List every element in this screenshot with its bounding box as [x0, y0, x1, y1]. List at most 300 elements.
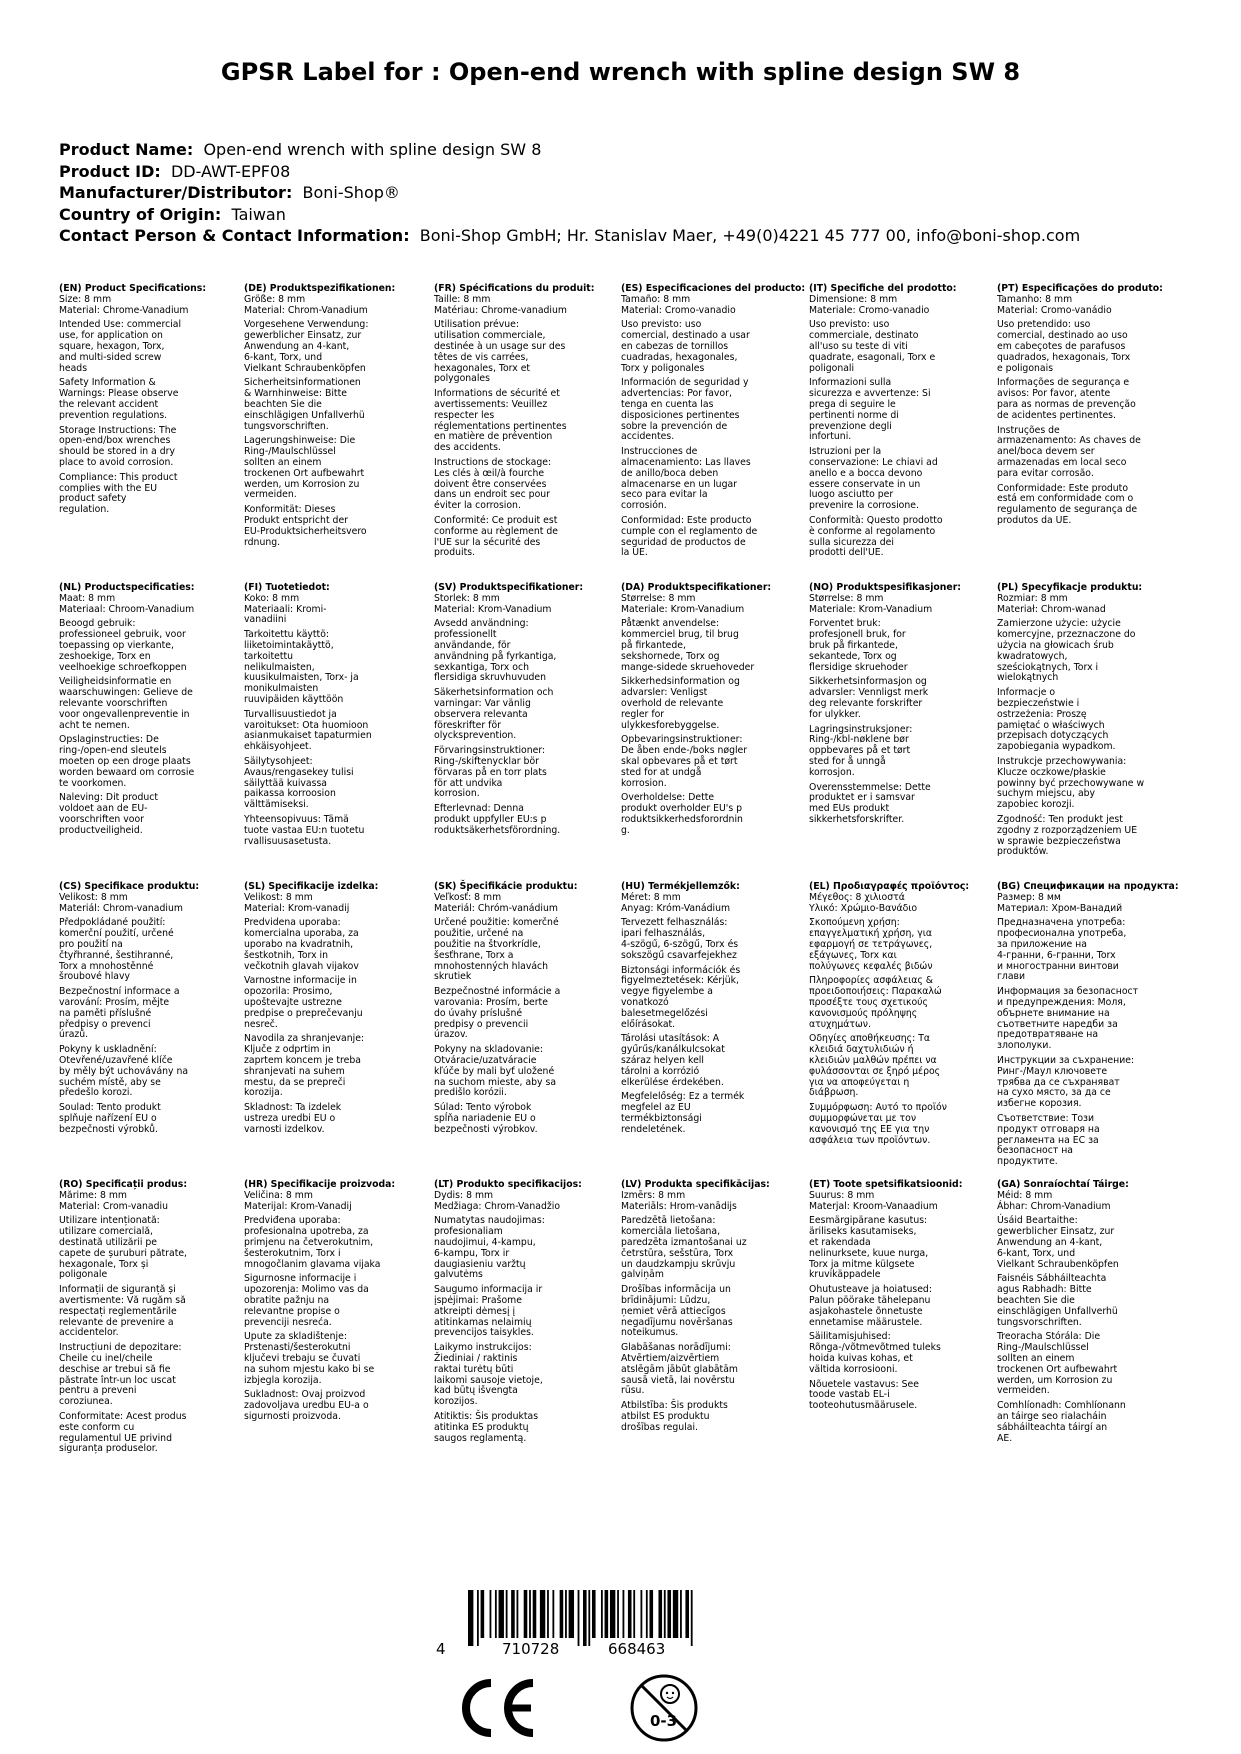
spec-line: komercialna uporaba, za — [244, 928, 359, 940]
spec-line: et rakendada — [809, 1236, 871, 1248]
spec-line: place to avoid corrosion. — [59, 456, 174, 468]
spec-line: vältida korrosiooni. — [809, 1363, 898, 1375]
spec-line: beachten Sie die — [244, 398, 322, 410]
barcode-bar — [610, 1590, 615, 1638]
spec-line: Rozmiar: 8 mm — [997, 592, 1068, 604]
language-section-header: (PT) Especificações do produto: — [997, 283, 1163, 294]
spec-line: úrazov. — [434, 1029, 468, 1041]
spec-line: föreskrifter för — [434, 719, 501, 731]
spec-line: Comhlíonadh: Comhlíonann — [997, 1400, 1126, 1412]
spec-line: bezpečnosti výrobkov. — [434, 1123, 538, 1135]
spec-line: Palun pöörake tähelepanu — [809, 1294, 931, 1306]
language-section-header: (FR) Spécifications du produit: — [434, 283, 595, 294]
spec-line: Υλικό: Χρώμιο-Βανάδιο — [809, 902, 918, 914]
manufacturer-label: Manufacturer/Distributor: — [59, 183, 293, 202]
origin-row — [59, 204, 1080, 226]
barcode-bar — [552, 1590, 554, 1638]
spec-line: cuadradas, hexagonales, — [621, 351, 738, 363]
spec-line: & Warnhinweise: Bitte — [244, 388, 347, 400]
spec-line: observera relevanta — [434, 708, 528, 720]
spec-line: Opbevaringsinstruktioner: — [621, 734, 743, 746]
spec-line: Overholdelse: Dette — [621, 792, 715, 804]
spec-line: användning på fyrkantiga, — [434, 650, 557, 662]
spec-line: komerční použití, určené — [59, 928, 174, 940]
spec-line: Určené použitie: komerčné — [434, 917, 559, 929]
spec-line: galvutėms — [434, 1269, 483, 1281]
spec-line: anel/boca devem ser — [997, 446, 1095, 458]
spec-line: četrstūra, sešstūra, Torx — [621, 1247, 734, 1259]
barcode-bar — [664, 1590, 666, 1638]
spec-line: Glabāšanas norādījumi: — [621, 1342, 731, 1354]
spec-line: prevenzione degli — [809, 420, 892, 432]
product-info — [59, 139, 1080, 247]
spec-line: Faisnéis Sábháilteachta — [997, 1273, 1107, 1285]
spec-line: Atvērtiem/aizvērtiem — [621, 1352, 720, 1364]
barcode-bar — [673, 1590, 678, 1638]
spec-line: 6-kant, Torx, und — [997, 1247, 1076, 1259]
spec-line: Numatytas naudojimas: — [434, 1215, 545, 1227]
spec-line: la UE. — [621, 547, 648, 559]
spec-line: Dimensione: 8 mm — [809, 293, 898, 305]
barcode-bar — [499, 1590, 504, 1638]
spec-line: Tamaño: 8 mm — [621, 293, 691, 305]
spec-line: Informații de siguranță și — [59, 1284, 176, 1296]
spec-line: Varnostne informacije in — [244, 975, 357, 987]
spec-line: na suchom mieste, aby sa — [434, 1076, 557, 1088]
spec-line: przepisach dotyczących — [997, 730, 1109, 742]
spec-line: predišlo korózii. — [434, 1087, 507, 1099]
language-section-header: (SV) Produktspecifikationer: — [434, 582, 584, 593]
spec-line: seguridad de productos de — [621, 536, 746, 548]
contact-label: Contact Person & Contact Information: — [59, 226, 410, 245]
spec-line: Predviđena uporaba: — [244, 1215, 341, 1227]
spec-line: Maat: 8 mm — [59, 592, 116, 604]
spec-line: accidentelor. — [59, 1327, 119, 1339]
spec-line: Navodila za shranjevanje: — [244, 1033, 365, 1045]
spec-line: sigurnosti proizvoda. — [244, 1410, 341, 1422]
spec-line: balesetmegelőzési — [621, 1007, 708, 1019]
spec-line: produtos da UE. — [997, 514, 1072, 526]
barcode-bar — [547, 1590, 549, 1638]
spec-line: hoida kuivas kohas, et — [809, 1352, 913, 1364]
spec-line: têtes de vis carrées, — [434, 351, 529, 363]
spec-line: ņemiet vērā attiecīgos — [621, 1305, 726, 1317]
spec-line: respectați reglementările — [59, 1305, 177, 1317]
spec-line: Ábhar: Chrom-Vanadium — [997, 1200, 1111, 1212]
spec-line: Ključe z odprtim in — [244, 1044, 331, 1056]
barcode-bar — [680, 1590, 682, 1638]
spec-line: for ulykker. — [809, 708, 861, 720]
language-section — [997, 284, 1175, 527]
spec-line: tarkoitettu — [244, 650, 294, 662]
spec-line: sted for at undgå — [621, 766, 702, 778]
spec-line: Overensstemmelse: Dette — [809, 781, 931, 793]
language-section-header: (NL) Productspecificaties: — [59, 582, 195, 593]
spec-line: moeten op een droge plaats — [59, 755, 191, 767]
spec-line: Efterlevnad: Denna — [434, 803, 524, 815]
spec-line: глави — [997, 971, 1026, 983]
spec-line: šroubové hlavy — [59, 971, 130, 983]
spec-line: uporabo na kvadratnih, — [244, 938, 354, 950]
spec-line: Yhteensopivuus: Tämä — [244, 813, 349, 825]
spec-line: Eesmärgipärane kasutus: — [809, 1215, 928, 1227]
spec-line: välttämiseksi. — [244, 799, 309, 811]
spec-line: előírásokat. — [621, 1018, 676, 1030]
spec-line: предотвратяване на — [997, 1029, 1099, 1041]
spec-line: Conformità: Questo prodotto — [809, 514, 943, 526]
spec-line: Tarkoitettu käyttö: — [244, 629, 330, 641]
barcode-bar — [490, 1590, 492, 1638]
spec-line: square, hexagon, Torx, — [59, 340, 165, 352]
spec-line: relevante de prevenire a — [59, 1316, 174, 1328]
spec-line: προσέξτε τους σχετικούς — [809, 996, 928, 1008]
spec-line: Otevřené/uzavřené klíče — [59, 1054, 173, 1066]
barcode-bar — [658, 1590, 662, 1638]
spec-line: ring-/open-end sleutels — [59, 745, 167, 757]
spec-line: Materiál: Chróm-vanádium — [434, 902, 558, 914]
spec-line: Rõnga-/võtmevõtmed tuleks — [809, 1342, 941, 1354]
spec-line: advarsler: Vennligst merk — [809, 687, 929, 699]
spec-line: avisos: Por favor, atente — [997, 388, 1111, 400]
spec-line: Tamanho: 8 mm — [997, 293, 1073, 305]
spec-line: för att undvika — [434, 777, 503, 789]
spec-line: izbjegla korozija. — [244, 1374, 322, 1386]
spec-line: professioneel gebruik, voor — [59, 629, 186, 641]
spec-line: Instrukcje przechowywania: — [997, 755, 1127, 767]
spec-line: Предназначена употреба: — [997, 917, 1126, 929]
spec-line: kruvikäppadele — [809, 1269, 881, 1281]
language-section — [621, 283, 806, 559]
spec-line: comercial, destinado ao uso — [997, 330, 1128, 342]
spec-line: 4-szögű, 6-szögű, Torx és — [621, 938, 739, 950]
spec-line: Säkerhetsinformation och — [434, 687, 554, 699]
spec-line: disposiciones pertinentes — [621, 409, 740, 421]
spec-line: regler for — [621, 708, 665, 720]
spec-line: vonatkozó — [621, 996, 669, 1008]
spec-line: prodotti dell'UE. — [809, 547, 884, 559]
barcode-bar — [477, 1590, 479, 1646]
spec-line: atbilst ES produktu — [621, 1410, 710, 1422]
spec-line: съответните наредби за — [997, 1018, 1118, 1030]
barcode-bar — [601, 1590, 603, 1638]
spec-line: opozorila: Prosimo, — [244, 986, 333, 998]
barcode-bar — [667, 1590, 671, 1638]
spec-line: професионална употреба, — [997, 928, 1127, 940]
spec-line: productveiligheid. — [59, 824, 143, 836]
spec-line: destinée à un usage sur des — [434, 340, 566, 352]
spec-line: Ring-/Maulschlüssel — [997, 1342, 1089, 1354]
spec-line: heads — [59, 362, 88, 374]
spec-line: Säilitamisjuhised: — [809, 1331, 891, 1343]
spec-line: termékbiztonsági — [621, 1112, 702, 1124]
spec-line: an táirge seo rialacháin — [997, 1410, 1107, 1422]
spec-line: monikulmaisten — [244, 683, 319, 695]
spec-line: Instrucciones de — [621, 446, 698, 458]
spec-line: 6-kampu, Torx ir — [434, 1247, 510, 1259]
spec-line: dans un endroit sec pour — [434, 489, 550, 501]
spec-line: suchym miejscu, aby — [997, 788, 1096, 800]
spec-line: předešlo korozi. — [59, 1087, 133, 1099]
spec-line: Σκοπούμενη χρήση: — [809, 917, 900, 929]
spec-line: Drošības informācija un — [621, 1284, 731, 1296]
language-section — [244, 1180, 422, 1423]
language-section-header: (SK) Špecifikácie produktu: — [434, 881, 578, 892]
spec-line: éviter la corrosion. — [434, 500, 521, 512]
spec-line: w sprawie bezpieczeństwa — [997, 835, 1121, 847]
spec-line: para evitar corrosão. — [997, 467, 1094, 479]
spec-line: open-end/box wrenches — [59, 435, 171, 447]
age-range-text: 0-3 — [650, 1712, 678, 1730]
spec-line: ulykkesforebyggelse. — [621, 719, 720, 731]
spec-line: Size: 8 mm — [59, 293, 112, 305]
product-name-label: Product Name: — [59, 140, 194, 159]
spec-line: Πληροφορίες ασφάλειας & — [809, 975, 934, 987]
spec-line: roduktsäkerhetsförordning. — [434, 824, 561, 836]
barcode-bar — [605, 1590, 609, 1638]
spec-line: varnosti izdelkov. — [244, 1123, 325, 1135]
language-section-header: (DA) Produktspecifikationer: — [621, 582, 772, 593]
spec-line: profesionaliam — [434, 1226, 503, 1238]
language-section — [809, 284, 987, 559]
spec-line: werden, um Korrosion zu — [244, 478, 360, 490]
language-section — [809, 583, 987, 826]
spec-line: kommerciel brug, til brug — [621, 629, 739, 641]
spec-line: commerciale, destinato — [809, 330, 919, 342]
spec-line: Utilizare intenționată: — [59, 1215, 160, 1227]
spec-line: Žiediniai / raktinis — [434, 1352, 518, 1364]
barcode-bar — [592, 1590, 596, 1638]
spec-line: skrutiek — [434, 971, 472, 983]
spec-line: use, for application on — [59, 330, 163, 342]
spec-line: roduktsikkerhedsforordnin — [621, 813, 743, 825]
spec-line: poligonale — [59, 1269, 108, 1281]
spec-line: galviņām — [621, 1269, 664, 1281]
spec-line: upoštevajte ustrezne — [244, 996, 343, 1008]
spec-line: Beoogd gebruik: — [59, 618, 136, 630]
spec-line: Bezpečnostní informace a — [59, 986, 180, 998]
spec-line: Utilisation prévue: — [434, 319, 519, 331]
spec-line: äriliseks kasutamiseks, — [809, 1226, 917, 1238]
barcode-bar — [565, 1590, 567, 1638]
language-section — [809, 1180, 987, 1412]
spec-line: 6-kant, Torx, und — [244, 351, 323, 363]
spec-line: by měly být uchovávány na — [59, 1065, 189, 1077]
spec-line: è conforme al regolamento — [809, 525, 936, 537]
spec-line: Vielkant Schraubenköpfen — [997, 1258, 1119, 1270]
spec-line: toode vastab EL-i — [809, 1389, 890, 1401]
spec-line: sześciokątnych, Torx i — [997, 661, 1099, 673]
spec-line: cumple con el reglamento de — [621, 525, 758, 537]
spec-line: varoitukset: Ota huomioon — [244, 719, 369, 731]
language-section — [997, 583, 1175, 858]
spec-line: prevention regulations. — [59, 409, 168, 421]
spec-line: bezpieczeństwie i — [997, 697, 1080, 709]
spec-line: EU-Produktsicherheitsvero — [244, 525, 367, 537]
language-section — [59, 882, 237, 1136]
spec-line: ατυχημάτων. — [809, 1018, 871, 1030]
spec-line: įspėjimai: Prašome — [434, 1294, 522, 1306]
spec-line: večkotnih glavah vijakov — [244, 960, 359, 972]
spec-line: l'UE sur la sécurité des — [434, 536, 541, 548]
spec-line: varovania: Prosím, berte — [434, 996, 548, 1008]
spec-line: vermeiden. — [997, 1385, 1050, 1397]
spec-line: saugos reglamentą. — [434, 1432, 527, 1444]
spec-line: suchém místě, aby se — [59, 1076, 161, 1088]
spec-line: ennetamise määrustele. — [809, 1316, 923, 1328]
spec-line: Laikymo instrukcijos: — [434, 1342, 532, 1354]
spec-line: Súlad: Tento výrobok — [434, 1102, 532, 1114]
spec-line: Naleving: Dit product — [59, 792, 159, 804]
spec-line: utilizare comercială, — [59, 1226, 153, 1238]
spec-line: sekshornede, Torx og — [621, 650, 720, 662]
spec-line: Størrelse: 8 mm — [809, 592, 884, 604]
language-section-header: (BG) Спецификации на продукта: — [997, 881, 1179, 892]
spec-line: prevencijos taisykles. — [434, 1327, 534, 1339]
spec-line: sikkerhetsforskrifter. — [809, 813, 905, 825]
spec-line: essere conservate in un — [809, 478, 921, 490]
spec-line: avertismente: Vă rugăm să — [59, 1294, 186, 1306]
spec-line: Treoracha Stórála: Die — [997, 1331, 1101, 1343]
spec-line: tenga en cuenta las — [621, 398, 714, 410]
spec-line: armazenadas em local seco — [997, 456, 1127, 468]
spec-line: atitinka ES produktų — [434, 1421, 529, 1433]
language-section — [997, 881, 1179, 1168]
spec-line: προειδοποιήσεις: Παρακαλώ — [809, 986, 942, 998]
spec-line: anello e a bocca devono — [809, 467, 923, 479]
spec-line: deg relevante forskrifter — [809, 697, 923, 709]
spec-line: rendeletének. — [621, 1123, 686, 1135]
spec-line: noteikumus. — [621, 1327, 679, 1339]
spec-line: varningar: Var vänlig — [434, 697, 531, 709]
spec-line: tungsvorschriften. — [997, 1316, 1082, 1328]
spec-line: comercial, destinado a usar — [621, 330, 750, 342]
spec-line: respecter les — [434, 409, 495, 421]
spec-line: hexagonale, Torx și — [59, 1258, 149, 1270]
language-section-header: (GA) Sonraíochtaí Táirge: — [997, 1179, 1129, 1190]
spec-line: capete de șuruburi pătrate, — [59, 1247, 188, 1259]
language-section-header: (LT) Produkto specifikacijos: — [434, 1179, 582, 1190]
spec-line: de anillo/boca deben — [621, 467, 719, 479]
spec-line: šestkotnih, Torx in — [244, 949, 329, 961]
barcode-bar — [628, 1590, 632, 1638]
spec-line: Avsedd användning: — [434, 618, 529, 630]
contact-value: Boni-Shop GmbH; Hr. Stanislav Maer, +49(0)4221 45 777 00, info@boni-shop.com — [419, 226, 1081, 245]
spec-line: un daudzkampju skrūvju — [621, 1258, 736, 1270]
spec-line: regulamentul UE privind — [59, 1432, 172, 1444]
page-title: GPSR Label for : Open-end wrench with spline design SW 8 — [220, 58, 1021, 86]
spec-line: produits. — [434, 547, 476, 559]
spec-line: předpisy o prevenci — [59, 1018, 151, 1030]
language-section — [244, 882, 422, 1136]
spec-line: ehkäisyohjeet. — [244, 741, 312, 753]
spec-line: tuote vastaa EU:n tuotetu — [244, 824, 365, 836]
spec-line: negadījumu novēršanas — [621, 1316, 733, 1328]
language-section — [59, 284, 237, 516]
spec-line: korrosjon. — [809, 766, 855, 778]
spec-line: tungsvorschriften. — [244, 420, 329, 432]
spec-line: predpisy o prevencii — [434, 1018, 529, 1030]
spec-line: sexkantiga, Torx och — [434, 661, 529, 673]
spec-line: Materiale: Krom-Vanadium — [621, 603, 745, 615]
spec-line: en matière de prévention — [434, 431, 553, 443]
contact-row — [59, 225, 1080, 247]
spec-line: Velikost: 8 mm — [59, 891, 128, 903]
spec-line: Instrucțiuni de depozitare: — [59, 1342, 182, 1354]
spec-line: použitie, určené na — [434, 928, 524, 940]
spec-line: Matériau: Chrome-vanadium — [434, 304, 567, 316]
spec-line: the relevant accident — [59, 398, 159, 410]
spec-line: voldoet aan de EU- — [59, 803, 148, 815]
barcode-bar — [646, 1590, 648, 1638]
spec-line: asjakohastele õnnetuste — [809, 1305, 923, 1317]
spec-line: Material: Krom-vanadij — [244, 902, 350, 914]
spec-line: de acidentes pertinentes. — [997, 409, 1116, 421]
spec-line: overhold de relevante — [621, 697, 724, 709]
barcode-bar — [511, 1590, 515, 1638]
spec-line: Material: Chrome-Vanadium — [59, 304, 189, 316]
spec-line: Materiāls: Hrom-vanādijs — [621, 1200, 737, 1212]
spec-line: Intended Use: commercial — [59, 319, 182, 331]
barcode-bar — [540, 1590, 545, 1638]
spec-line: gyűrűs/kanálkulcsokat — [621, 1044, 725, 1056]
spec-line: förvaras på en torr plats — [434, 766, 547, 778]
spec-line: Materiale: Cromo-vanadio — [809, 304, 930, 316]
spec-line: Turvallisuustiedot ja — [244, 708, 337, 720]
spec-line: varování: Prosím, mějte — [59, 996, 170, 1008]
spec-line: Konformität: Dieses — [244, 504, 336, 516]
spec-line: réglementations pertinentes — [434, 420, 567, 432]
spec-line: shranjevati na suhem — [244, 1065, 345, 1077]
spec-line: kľúče by mali byť uložené — [434, 1065, 555, 1077]
spec-line: εφαρμογή σε τετράγωνες, — [809, 938, 933, 950]
product-id-row — [59, 161, 1080, 183]
spec-line: voorschriften voor — [59, 813, 144, 825]
barcode-bar — [633, 1590, 635, 1638]
spec-line: 4-гранни, 6-гранни, Torx — [997, 949, 1116, 961]
spec-line: mestu, da se prepreči — [244, 1076, 346, 1088]
language-section — [621, 583, 799, 837]
spec-line: Informations de sécurité et — [434, 388, 560, 400]
spec-line: drošības regulai. — [621, 1421, 698, 1433]
spec-line: zaprtem koncem je treba — [244, 1054, 361, 1066]
spec-line: upozorenja: Molimo vas da — [244, 1284, 369, 1296]
spec-line: Informações de segurança e — [997, 377, 1130, 389]
language-section-header: (LV) Produkta specifikācijas: — [621, 1179, 770, 1190]
spec-line: регламента на ЕС за — [997, 1134, 1099, 1146]
spec-line: trockenen Ort aufbewahrt — [997, 1363, 1118, 1375]
spec-line: Úsáid Beartaithe: — [997, 1215, 1078, 1227]
spec-line: κλειδιών μαλθών πρέπει να — [809, 1054, 937, 1066]
spec-line: Materjal: Kroom-Vanaadium — [809, 1200, 938, 1212]
spec-line: gewerblicher Einsatz, zur — [244, 330, 362, 342]
spec-line: Produkt entspricht der — [244, 514, 348, 526]
spec-line: pamiętać o właściwych — [997, 719, 1105, 731]
spec-line: Größe: 8 mm — [244, 293, 306, 305]
spec-line: tooteohutusmäärusele. — [809, 1400, 918, 1412]
spec-line: zeshoekige, Torx en — [59, 650, 151, 662]
language-section — [621, 882, 799, 1136]
barcode-digits-left: 710728 — [502, 1640, 560, 1658]
spec-line: werden, um Korrosion zu — [997, 1374, 1113, 1386]
language-section-header: (EN) Product Specifications: — [59, 283, 207, 294]
spec-line: συμμορφώνεται με τον — [809, 1112, 917, 1124]
spec-line: šesterokutnim, Torx i — [244, 1247, 341, 1259]
spec-line: злополуки. — [997, 1040, 1052, 1052]
spec-line: Størrelse: 8 mm — [621, 592, 696, 604]
spec-line: obratite pažnju na — [244, 1294, 330, 1306]
spec-line: Lagerungshinweise: Die — [244, 435, 356, 447]
spec-line: primjenu na četverokutnim, — [244, 1236, 374, 1248]
